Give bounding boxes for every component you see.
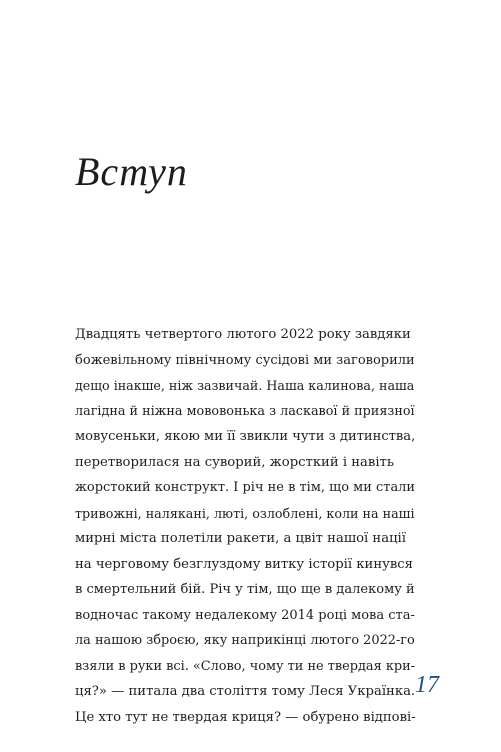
text-line: дещо інакше, ніж зазвичай. Наша калинова, наша bbox=[75, 378, 415, 393]
text-line: Це хто тут не твердая криця? — обурено відпові- bbox=[75, 709, 416, 725]
text-line: ця?» — питала два століття тому Леся Українка. bbox=[75, 684, 416, 699]
text-line: на черговому безглуздому витку історії кинувся bbox=[75, 556, 413, 572]
text-line: перетворилася на суворий, жорсткий і навіть bbox=[75, 454, 395, 470]
body-paragraph bbox=[75, 322, 415, 730]
text-line: Двадцять четвертого лютого 2022 року завдяки bbox=[75, 327, 411, 342]
text-line: водночас такому недалекому 2014 році мова ста- bbox=[75, 607, 415, 623]
text-line: лагідна й ніжна мововонька з ласкавої й приязної bbox=[75, 403, 415, 419]
page-number: 17 bbox=[415, 672, 439, 698]
text-line: жорстокий конструкт. І річ не в тім, що ми стали bbox=[75, 480, 416, 495]
text-line: мовусеньки, якою ми її звикли чути з дитинства, bbox=[75, 429, 416, 444]
text-line: в смертельний бій. Річ у тім, що ще в далекому й bbox=[75, 582, 415, 597]
chapter-title: Вступ bbox=[75, 149, 188, 194]
text-line: взяли в руки всі. «Слово, чому ти не твердая кри- bbox=[75, 658, 416, 674]
text-line: ла нашою зброєю, яку наприкінці лютого 2022-го bbox=[75, 633, 415, 648]
text-line: божевільному північному сусідові ми заговорили bbox=[75, 352, 415, 368]
text-line: тривожні, налякані, люті, озлоблені, коли на наші bbox=[75, 505, 415, 521]
text-line: мирні міста полетіли ракети, а цвіт нашої нації bbox=[75, 531, 406, 546]
